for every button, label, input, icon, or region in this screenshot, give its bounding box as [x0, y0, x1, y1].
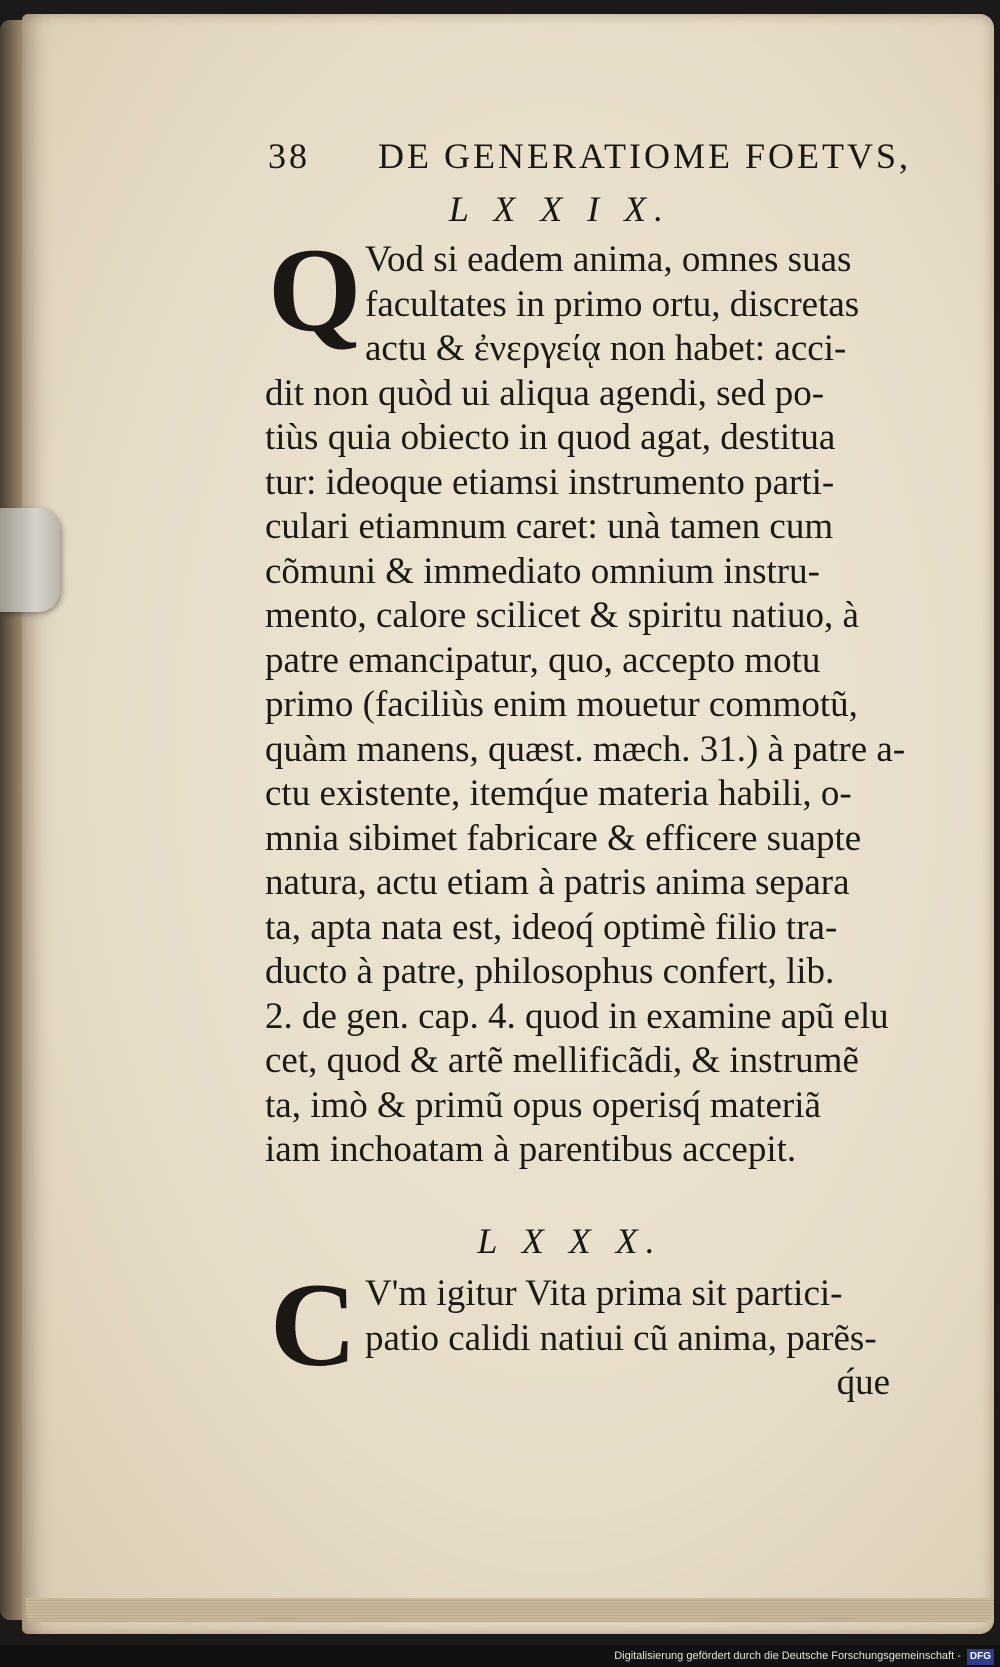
digitization-footer — [0, 1645, 1000, 1667]
text-line: Vod si eadem anima, omnes suas — [365, 239, 852, 280]
text-line: iam inchoatam à parentibus accepit. — [265, 1129, 797, 1170]
page-fore-edge — [26, 1598, 994, 1622]
text-line: patio calidi natiui cũ anima, parẽs- — [365, 1317, 877, 1359]
text-line: natura, actu etiam à patris anima separa — [265, 862, 850, 903]
clasp-tab — [0, 508, 60, 612]
dfg-logo: DFG — [967, 1649, 994, 1665]
text-line: V'm igitur Vita prima sit partici- — [365, 1273, 843, 1314]
text-line: primo (faciliùs enim mouetur commotũ, — [265, 684, 858, 725]
section-heading-80: L X X X. — [477, 1221, 663, 1261]
text-line: actu & ἐνεργείᾳ non habet: acci- — [365, 328, 847, 369]
text-line: tur: ideoque etiamsi instrumento parti- — [265, 461, 835, 503]
paragraph-80 — [265, 1272, 945, 1406]
text-line: ctu existente, itemq́ue materia habili, o- — [265, 773, 852, 814]
section-heading-79: L X X I X. — [448, 189, 672, 229]
drop-cap-c: C — [270, 1258, 357, 1391]
text-line: 2. de gen. cap. 4. quod in examine apũ elu — [265, 995, 889, 1037]
text-line: dit non quòd ui aliqua agendi, sed po- — [265, 372, 825, 414]
paragraph-79 — [265, 238, 945, 1173]
text-line: mento, calore scilicet & spiritu natiuo, à — [265, 595, 859, 636]
text-line: ducto à patre, philosophus confert, lib. — [265, 951, 835, 992]
text-line: ta, apta nata est, ideoq́ optimè filio tra- — [265, 906, 838, 948]
drop-cap-q: Q — [268, 223, 362, 356]
footer-credit: Digitalisierung gefördert durch die Deutsche Forschungsgemeinschaft - — [614, 1650, 961, 1662]
text-line: tiùs quia obiecto in quod agat, destitua — [265, 417, 836, 458]
text-line: culari etiamnum caret: unà tamen cum — [265, 506, 834, 547]
text-line: ta, imò & primũ opus operisq́ materiã — [265, 1084, 821, 1126]
text-line: mnia sibimet fabricare & efficere suapte — [265, 817, 862, 859]
text-line: cet, quod & artẽ mellificãdi, & instrumẽ — [265, 1040, 859, 1081]
folio-number: 38 — [268, 136, 310, 176]
text-line: cõmuni & immediato omnium instru- — [265, 550, 820, 592]
text-line: quàm manens, quæst. mæch. 31.) à patre a- — [265, 728, 906, 770]
catchword: q́ue — [836, 1362, 890, 1403]
text-line: patre emancipatur, quo, accepto motu — [265, 639, 821, 681]
text-line: facultates in primo ortu, discretas — [365, 283, 860, 325]
running-title: DE GENERATIOME FOETVS, — [378, 136, 911, 176]
